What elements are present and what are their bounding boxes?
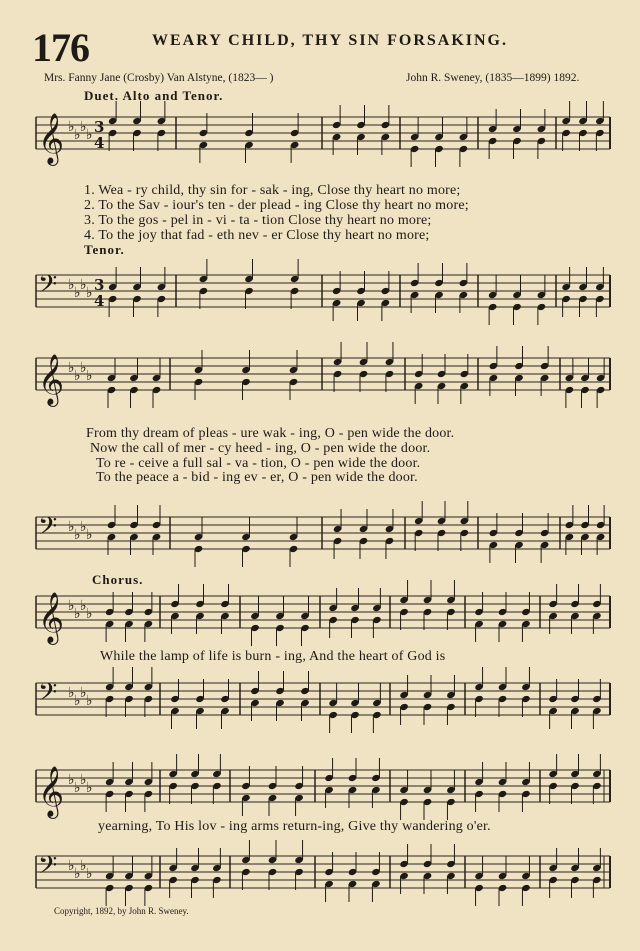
- flat-sign: ♭: [68, 360, 75, 376]
- time-signature-top: 3: [94, 276, 105, 294]
- part-label-duet: Duet. Alto and Tenor.: [84, 88, 224, 103]
- flat-sign: ♭: [80, 360, 87, 376]
- bass-clef: 𝄢: [38, 270, 58, 305]
- flat-sign: ♭: [68, 598, 75, 614]
- flat-sign: ♭: [80, 685, 87, 701]
- time-signature-bottom: 4: [94, 292, 105, 310]
- flat-sign: ♭: [80, 772, 87, 788]
- author-credit: Mrs. Fanny Jane (Crosby) Van Alstyne, (1823— ): [44, 72, 274, 84]
- copyright-notice: Copyright, 1892, by John R. Sweney.: [54, 906, 189, 916]
- flat-sign: ♭: [68, 519, 75, 535]
- verse-1-line-1: 1. Wea - ry child, thy sin for - sak - ing, Close thy heart no more;: [84, 183, 461, 198]
- composer-credit: John R. Sweney, (1835—1899) 1892.: [406, 72, 580, 84]
- flat-sign: ♭: [86, 127, 93, 143]
- flat-sign: ♭: [68, 119, 75, 135]
- flat-sign: ♭: [86, 368, 93, 384]
- treble-clef: 𝄞: [38, 766, 65, 817]
- flat-sign: ♭: [74, 693, 81, 709]
- verse-3-line-1: 3. To the gos - pel in - vi - ta - tion Close thy heart no more;: [84, 213, 432, 228]
- verse-4-line-2: To the peace a - bid - ing ev - er, O - pen wide the door.: [96, 470, 418, 485]
- flat-sign: ♭: [80, 598, 87, 614]
- flat-sign: ♭: [68, 858, 75, 874]
- treble-clef: 𝄞: [38, 113, 65, 164]
- flat-sign: ♭: [68, 685, 75, 701]
- flat-sign: ♭: [80, 519, 87, 535]
- time-signature-bottom: 4: [94, 134, 105, 152]
- flat-sign: ♭: [74, 368, 81, 384]
- hymn-number: 176: [32, 25, 89, 70]
- flat-sign: ♭: [74, 780, 81, 796]
- verse-4-line-1: 4. To the joy that fad - eth nev - er Close thy heart no more;: [84, 228, 430, 243]
- chorus-line-1: While the lamp of life is burn - ing, And the heart of God is: [100, 649, 446, 664]
- verse-1-line-2: From thy dream of pleas - ure wak - ing, O - pen wide the door.: [86, 426, 455, 441]
- flat-sign: ♭: [86, 780, 93, 796]
- chorus-line-2: yearning, To His lov - ing arms return-ing, Give thy wandering o'er.: [98, 819, 491, 834]
- flat-sign: ♭: [74, 127, 81, 143]
- flat-sign: ♭: [74, 527, 81, 543]
- flat-sign: ♭: [68, 772, 75, 788]
- flat-sign: ♭: [86, 527, 93, 543]
- bass-clef: 𝄢: [38, 678, 58, 713]
- verse-2-line-2: Now the call of mer - cy heed - ing, O - pen wide the door.: [90, 441, 431, 456]
- verse-3-line-2: To re - ceive a full sal - va - tion, O - pen wide the door.: [96, 456, 421, 471]
- flat-sign: ♭: [80, 858, 87, 874]
- treble-clef: 𝄞: [38, 354, 65, 405]
- time-signature-top: 3: [94, 118, 105, 136]
- flat-sign: ♭: [80, 277, 87, 293]
- flat-sign: ♭: [86, 866, 93, 882]
- bass-clef: 𝄢: [38, 512, 58, 547]
- flat-sign: ♭: [86, 285, 93, 301]
- part-label-tenor: Tenor.: [84, 242, 125, 257]
- hymn-title: WEARY CHILD, THY SIN FORSAKING.: [152, 32, 508, 49]
- treble-clef: 𝄞: [38, 592, 65, 643]
- bass-clef: 𝄢: [38, 851, 58, 886]
- verse-2-line-1: 2. To the Sav - iour's ten - der plead - ing Close thy heart no more;: [84, 198, 469, 213]
- flat-sign: ♭: [74, 285, 81, 301]
- part-label-chorus: Chorus.: [92, 572, 144, 587]
- flat-sign: ♭: [86, 693, 93, 709]
- flat-sign: ♭: [74, 606, 81, 622]
- flat-sign: ♭: [80, 119, 87, 135]
- flat-sign: ♭: [86, 606, 93, 622]
- flat-sign: ♭: [68, 277, 75, 293]
- flat-sign: ♭: [74, 866, 81, 882]
